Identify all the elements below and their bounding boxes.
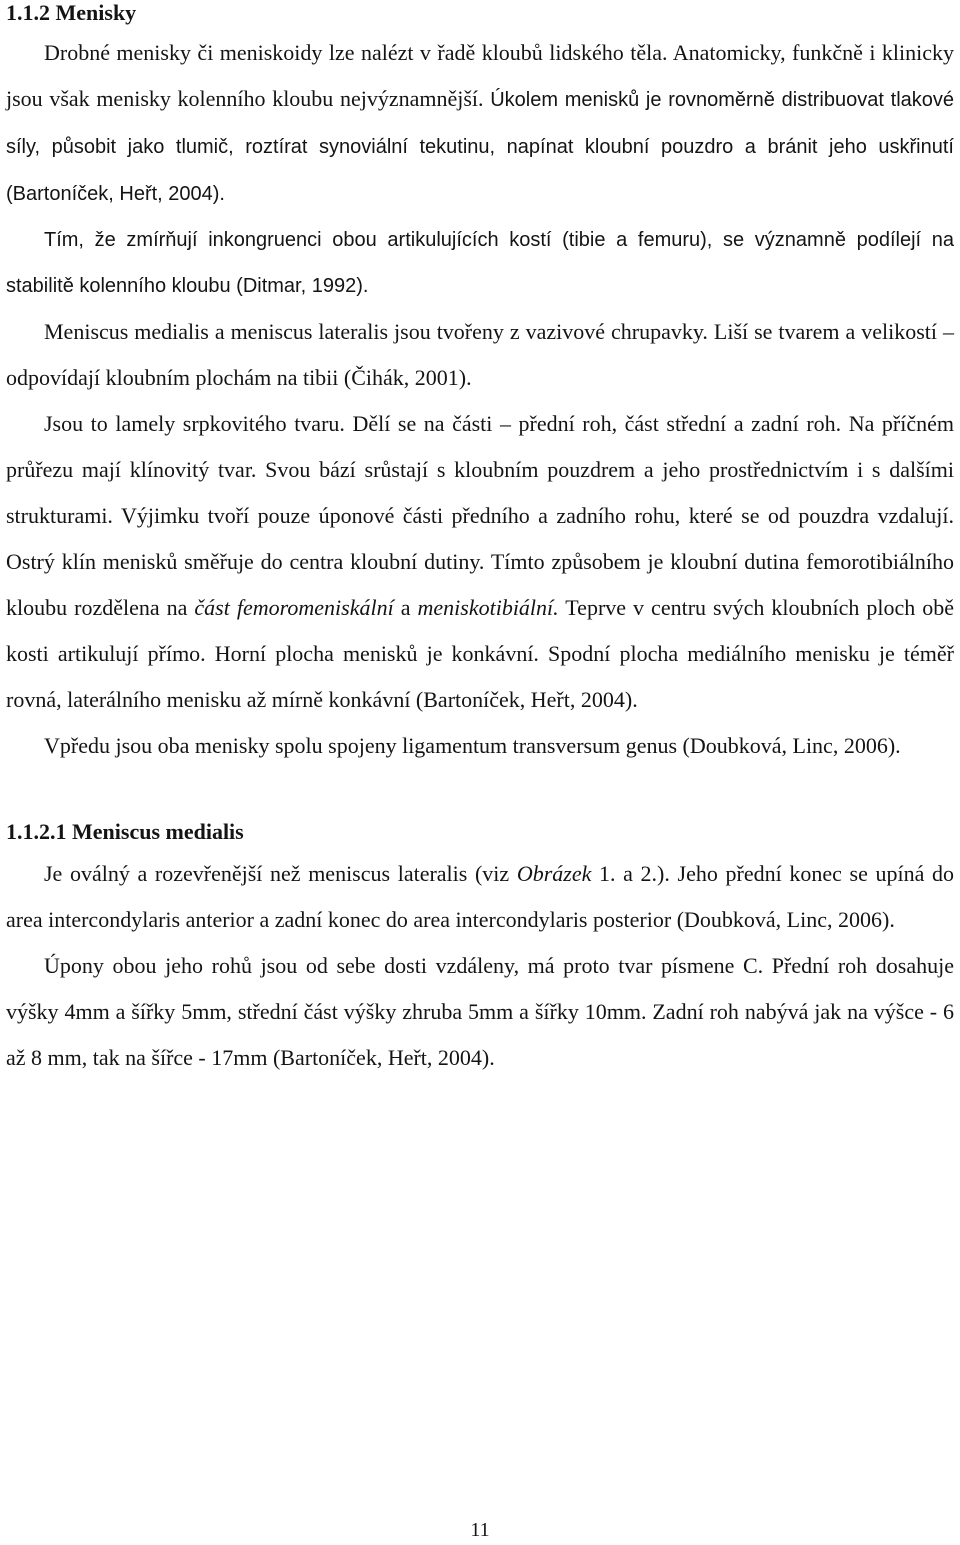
paragraph-stability: Tím, že zmírňují inkongruenci obou artikulujících kostí (tibie a femuru), se významně podílejí na stabilitě kolenního kloubu (Ditmar, 1992).: [6, 229, 954, 297]
paragraph-text: Teprve v centru svých kloubních ploch obě kosti artikulují přímo. Horní plocha menisků je konkávní. Spodní plocha mediálního menisku je téměř rovná, laterálního menisku až mírně konkávní (Bartoníček, Heřt, 2004).: [6, 595, 955, 712]
paragraph-text: 1. a 2.). Jeho přední konec se upíná do area intercondylaris anterior a zadní konec do area intercondylaris posterior (Doubková, Linc, 2006).: [6, 861, 954, 932]
paragraph-text: Je oválný a rozevřenější než meniscus lateralis (viz: [44, 861, 510, 886]
subsection-heading: 1.1.2.1 Meniscus medialis: [6, 819, 244, 844]
paragraph-ligament: Vpředu jsou oba menisky spolu spojeny ligamentum transversum genus (Doubková, Linc, 2006).: [44, 733, 901, 758]
paragraph-text: a: [400, 595, 411, 620]
section-heading: 1.1.2 Menisky: [6, 0, 137, 25]
paragraph-text-sans: Úkolem menisků je rovnoměrně distribuovat tlakové síly, působit jako tlumič, roztírat synoviální tekutinu, napínat kloubní pouzdro a bránit jeho uskřinutí (Bartoníček, Heřt, 2004).: [6, 89, 955, 205]
document-page: [6, 0, 954, 1081]
italic-figure-ref: Obrázek: [516, 861, 592, 886]
page-number: 11: [470, 1519, 490, 1541]
paragraph-composition: Meniscus medialis a meniscus lateralis jsou tvořeny z vazivové chrupavky. Liší se tvarem a velikostí – odpovídají kloubním plochám na tibii (Čihák, 2001).: [6, 319, 954, 390]
paragraph-medial-shape: [6, 851, 954, 943]
paragraph-shape: [6, 401, 954, 723]
paragraph-text: Jsou to lamely srpkovitého tvaru. Dělí se na části – přední roh, část střední a zadní roh. Na příčném průřezu mají klínovitý tvar. Svou bází srůstají s kloubním pouzdrem a jeho prostřednictvím i s dalšími strukturami. Výjimku tvoří pouze úponové části předního a zadního rohu, které se od pouzdra vzdalují. Ostrý klín menisků směřuje do centra kloubní dutiny. Tímto způsobem je kloubní dutina femorotibiálního kloubu rozdělena na: [6, 411, 954, 620]
italic-term: část femoromeniskální: [194, 595, 394, 620]
paragraph-medial-dimensions: Úpony obou jeho rohů jsou od sebe dosti vzdáleny, má proto tvar písmene C. Přední roh dosahuje výšky 4mm a šířky 5mm, střední část výšky zhruba 5mm a šířky 10mm. Zadní roh nabývá jak na výšce - 6 až 8 mm, tak na šířce - 17mm (Bartoníček, Heřt, 2004).: [6, 953, 954, 1070]
paragraph-menisci-intro: [6, 30, 954, 217]
italic-term: meniskotibiální.: [417, 595, 559, 620]
paragraph-text: Drobné menisky či meniskoidy lze nalézt v řadě kloubů lidského těla. Anatomicky, funkčně i klinicky jsou však menisky kolenního kloubu nejvýznamnější.: [6, 40, 954, 111]
